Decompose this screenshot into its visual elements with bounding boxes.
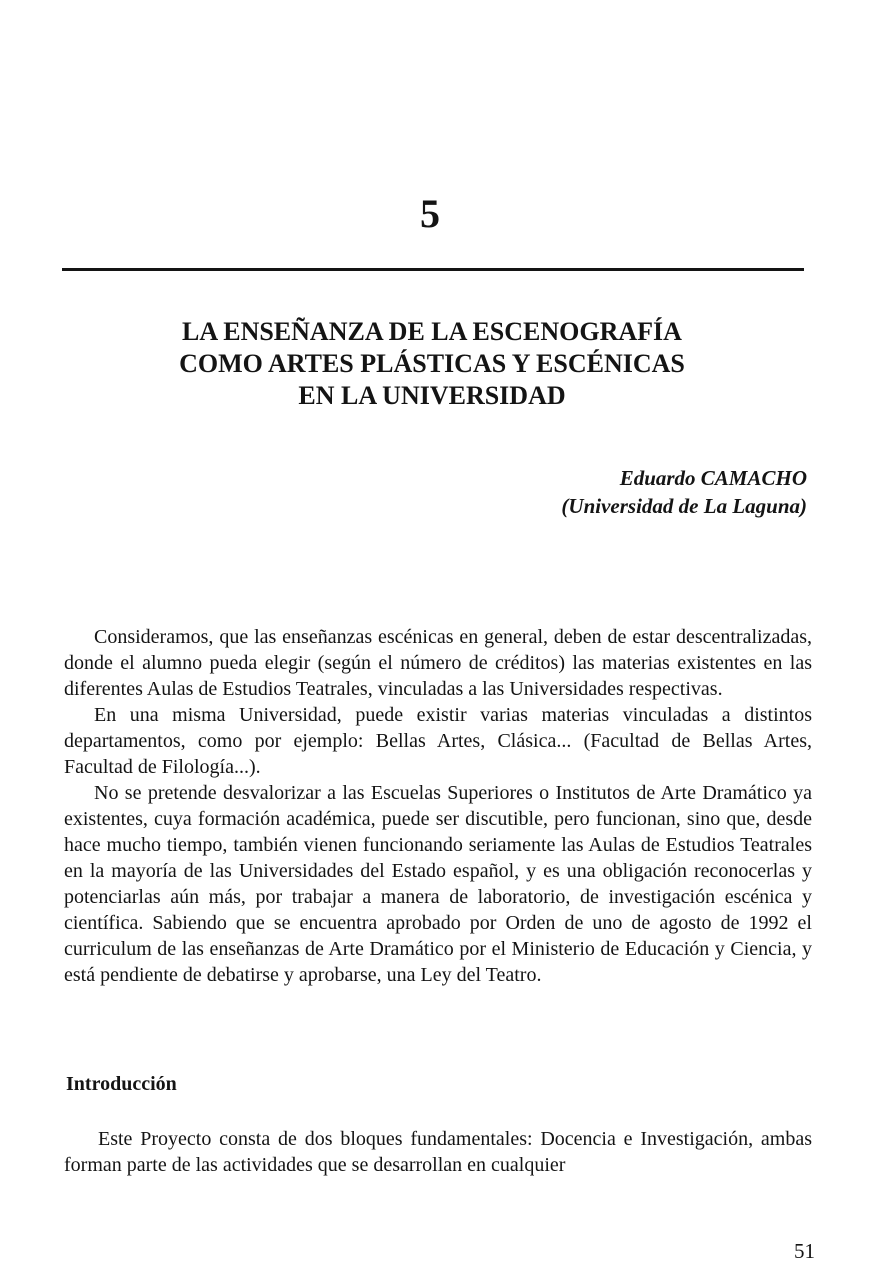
title-divider	[62, 268, 804, 271]
author-name: Eduardo CAMACHO	[619, 466, 807, 490]
paragraph: No se pretende desvalorizar a las Escuelas Superiores o Institutos de Arte Dramático ya existentes, cuya formación académica, puede ser discutible, pero funcionan, sino que, desde hace mucho tiempo, también vienen funcionando seriamente las Aulas de Estudios Teatrales en la mayoría de las Universidades del Estado español, y es una obligación reconocerlas y potenciarlas aún más, por trabajar a manera de laboratorio, de investigación escénica y científica. Sabiendo que se encuentra aprobado por Orden de uno de agosto de 1992 el curriculum de las enseñanzas de Arte Dramático por el Ministerio de Educación y Ciencia, y está pendiente de debatirse y aprobarse, una Ley del Teatro.	[64, 782, 812, 986]
title-line-3: EN LA UNIVERSIDAD	[298, 381, 566, 410]
section-body	[64, 1126, 812, 1178]
article-title	[60, 316, 804, 412]
title-line-2: COMO ARTES PLÁSTICAS Y ESCÉNICAS	[179, 349, 685, 378]
paragraph: En una misma Universidad, puede existir varias materias vinculadas a distintos departamentos, como por ejemplo: Bellas Artes, Clásica... (Facultad de Bellas Artes, Facultad de Filología...).	[64, 704, 812, 778]
title-line-1: LA ENSEÑANZA DE LA ESCENOGRAFÍA	[182, 317, 682, 346]
paragraph: Este Proyecto consta de dos bloques fundamentales: Docencia e Investigación, ambas forman parte de las actividades que se desarrollan en cualquier	[64, 1128, 812, 1176]
author-block	[561, 464, 807, 520]
chapter-number: 5	[420, 191, 440, 236]
author-affiliation: (Universidad de La Laguna)	[561, 494, 807, 518]
section-heading: Introducción	[66, 1073, 177, 1095]
page-number: 51	[794, 1239, 815, 1263]
body-text	[64, 624, 812, 988]
paragraph: Consideramos, que las enseñanzas escénicas en general, deben de estar descentralizadas, donde el alumno pueda elegir (según el número de créditos) las materias existentes en las diferentes Aulas de Estudios Teatrales, vinculadas a las Universidades respectivas.	[64, 626, 812, 700]
